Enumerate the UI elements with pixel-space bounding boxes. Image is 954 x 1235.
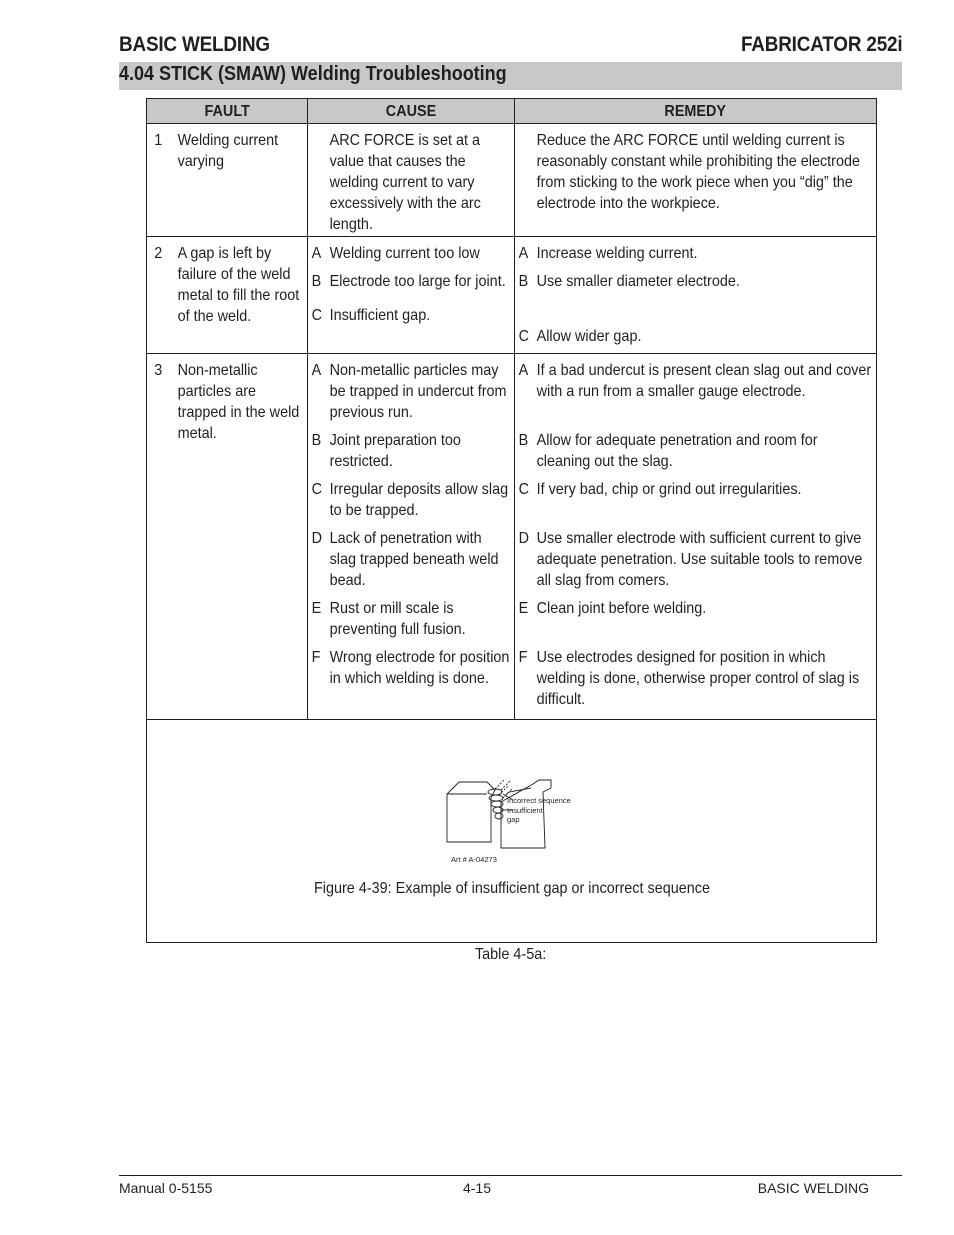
item-letter: C: [311, 481, 323, 498]
remedy-text: If a bad undercut is present clean slag out and cover with a run from a smaller gauge electrode.: [536, 362, 872, 400]
remedy-text: Use smaller electrode with sufficient current to give adequate penetration. Use suitable tools to remove all slag from comers.: [536, 530, 863, 589]
fault-text: A gap is left by failure of the weld metal to fill the root of the weld.: [177, 245, 300, 325]
column-header-cause: CAUSE: [308, 99, 515, 124]
cause-cell: [308, 124, 515, 237]
remedy-text: Allow for adequate penetration and room for cleaning out the slag.: [536, 432, 818, 470]
table-header-row: [147, 99, 877, 124]
fault-text: Welding current varying: [177, 132, 279, 170]
cause-text: Wrong electrode for position in which welding is done.: [329, 649, 510, 687]
remedy-cell: [515, 124, 877, 237]
cause-text: Irregular deposits allow slag to be trapped.: [329, 481, 509, 519]
figure-art-number: Art # A-04273: [451, 855, 497, 864]
item-letter: C: [311, 307, 323, 324]
item-letter: A: [311, 245, 322, 262]
remedy-text: Increase welding current.: [536, 245, 698, 262]
cause-text: Electrode too large for joint.: [329, 273, 506, 290]
item-letter: C: [518, 328, 530, 345]
figure-cell: [147, 720, 877, 943]
cause-text: Welding current too low: [329, 245, 480, 262]
fault-number: 3: [154, 362, 163, 379]
cause-text: Joint preparation too restricted.: [329, 432, 461, 470]
remedy-cell: [515, 354, 877, 720]
fault-cell: [147, 354, 308, 720]
fault-cell: [147, 237, 308, 354]
header-right-title: FABRICATOR 252i: [740, 33, 902, 56]
column-header-fault: FAULT: [147, 99, 308, 124]
cause-text: Insufficient gap.: [329, 307, 431, 324]
header-left-title: BASIC WELDING: [119, 33, 270, 56]
remedy-text: Use electrodes designed for position in which welding is done, otherwise proper control of slag is difficult.: [536, 649, 860, 708]
weld-gap-illustration: [443, 776, 583, 866]
figure-label-gap-line1: Insufficient: [507, 806, 543, 815]
troubleshooting-table: [146, 98, 877, 943]
item-letter: D: [518, 530, 530, 547]
item-letter: A: [518, 245, 529, 262]
remedy-text: If very bad, chip or grind out irregularities.: [536, 481, 802, 498]
remedy-text: Use smaller diameter electrode.: [536, 273, 740, 290]
item-letter: B: [311, 273, 322, 290]
footer-divider: [119, 1175, 902, 1176]
figure-caption: Figure 4-39: Example of insufficient gap or incorrect sequence: [313, 880, 710, 897]
fault-cell: [147, 124, 308, 237]
remedy-text: Allow wider gap.: [536, 328, 642, 345]
figure-label-sequence: Incorrect sequence: [507, 796, 571, 805]
remedy-text: Clean joint before welding.: [536, 600, 707, 617]
item-letter: C: [518, 481, 530, 498]
item-letter: E: [518, 600, 529, 617]
section-title: 4.04 STICK (SMAW) Welding Troubleshooting: [119, 63, 507, 85]
section-bar: [119, 62, 902, 90]
remedy-text: Reduce the ARC FORCE until welding current is reasonably constant while prohibiting the electrode from sticking to the work piece when you “dig” the electrode into the workpiece.: [536, 132, 861, 212]
cause-text: Non-metallic particles may be trapped in undercut from previous run.: [329, 362, 507, 421]
cause-text: ARC FORCE is set at a value that causes the welding current to vary excessively with the arc length.: [329, 132, 481, 233]
footer-section-name: BASIC WELDING: [757, 1180, 869, 1196]
table-caption: Table 4-5a:: [475, 946, 547, 963]
cause-text: Lack of penetration with slag trapped beneath weld bead.: [329, 530, 499, 589]
item-letter: A: [311, 362, 322, 379]
figure-row: [147, 720, 877, 943]
item-letter: F: [518, 649, 528, 666]
item-letter: A: [518, 362, 529, 379]
remedy-cell: [515, 237, 877, 354]
footer-page-number: 4-15: [462, 1180, 492, 1196]
item-letter: E: [311, 600, 322, 617]
fault-number: 2: [154, 245, 163, 262]
fault-text: Non-metallic particles are trapped in the weld metal.: [177, 362, 300, 442]
cause-cell: [308, 237, 515, 354]
column-header-remedy: REMEDY: [515, 99, 877, 124]
cause-text: Rust or mill scale is preventing full fusion.: [329, 600, 466, 638]
table-row: [147, 354, 877, 720]
item-letter: B: [311, 432, 322, 449]
table-row: [147, 237, 877, 354]
item-letter: B: [518, 432, 529, 449]
table-row: [147, 124, 877, 237]
figure-label-gap-line2: gap: [507, 815, 520, 824]
fault-number: 1: [154, 132, 163, 149]
item-letter: F: [311, 649, 321, 666]
footer-manual-number: Manual 0-5155: [119, 1180, 213, 1196]
item-letter: D: [311, 530, 323, 547]
cause-cell: [308, 354, 515, 720]
item-letter: B: [518, 273, 529, 290]
